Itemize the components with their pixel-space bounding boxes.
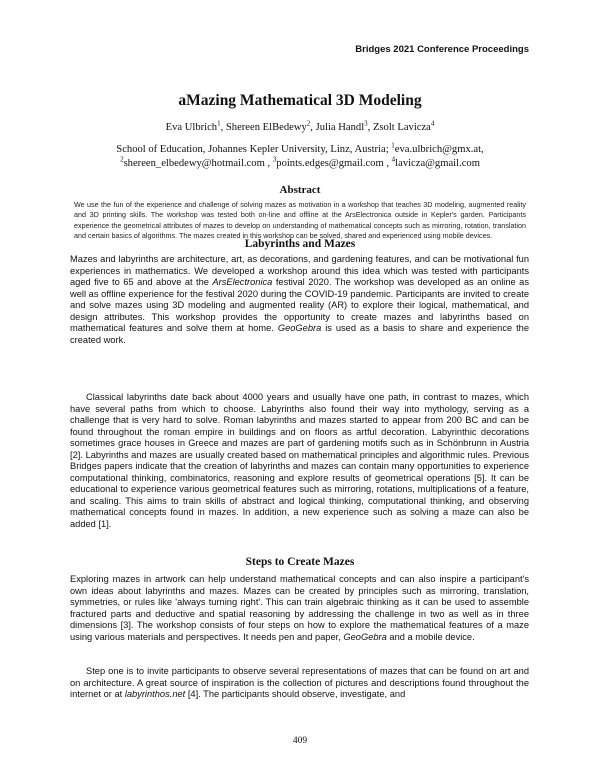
institution: School of Education, Johannes Kepler University, Linz, Austria; <box>116 144 389 155</box>
author-name: Zsolt Lavicza <box>372 122 431 133</box>
text-run: [4]. The participants should observe, investigate, and <box>185 689 406 700</box>
text-run: Classical labyrinths date back about 4000 years and usually have one path, in contrast to mazes, which have several paths from which to choose. Labyrinths also found their way into mythology, serving as a challenge that is very hard to solve. Roman labyrinths and mazes started to appear from 200 BC and can be found throughout the roman empire in buildings and on floors as artful decoration. Labyrinthic decorations sometimes grace houses in Greece and mazes are part of gardening motifs such as in Schönbrunn in Austria [2]. Labyrinths and mazes are usually created based on mathematical principles and algorithmic rules. Previous Bridges papers indicate that the creation of labyrinths and mazes can contain many opportunities to experience computational thinking, combinatorics, reasoning and explore results of geometrical operations [5]. It can be educational to experience various geometrical features such as mirroring, rotations, multiplications of a feature, and scaling. This aims to train skills of abstract and logical thinking, computational thinking, and observing mathematical concepts found in mazes. In addition, a new experience such as solving a maze can also be added [1]. <box>70 392 529 530</box>
section-heading-steps: Steps to Create Mazes <box>245 556 355 568</box>
labyrinths-paragraph-1 <box>70 254 529 346</box>
author-name: Shereen ElBedewy <box>225 122 307 133</box>
text-run: and a mobile device. <box>386 631 475 642</box>
affiliation <box>70 143 530 171</box>
abstract-text: We use the fun of the experience and challenge of solving mazes as motivation in a workshop that teaches 3D modeling, augmented reality and 3D printing skills. The workshop was tested both on-line and offline at the ArsElectronica outside in Kepler's garden. Participants experience the geometrical attributes of mazes to develop on understanding of mathematical concepts such as mirroring, rotation, translation and certain basics of algorithms. The mazes created in this workshop can be solved, shared and experienced using mobile devices. <box>74 200 526 241</box>
author-mark: 3 <box>364 119 368 128</box>
italic-term: GeoGebra <box>277 323 322 334</box>
author-mark: 1 <box>217 119 221 128</box>
section-heading-labyrinths: Labyrinths and Mazes <box>244 238 356 250</box>
text-run: Mazes and labyrinths are architecture, art, as decorations, and gardening features, and can be motivational fun experiences in mathematics. We developed a workshop around this idea which was tested with participants aged five to 65 and above at the <box>70 254 529 288</box>
steps-paragraph-1 <box>70 574 529 643</box>
email-mark: 4 <box>391 155 396 164</box>
text-run: Step one is to invite participants to observe several representations of mazes that can be found on art and on architecture. A great source of inspiration is the collection of pictures and descriptions found throughout the internet or at <box>70 666 529 700</box>
email-mark: 1 <box>391 141 395 150</box>
running-header: Bridges 2021 Conference Proceedings <box>355 44 529 55</box>
text-run: festival 2020. The workshop was developed as an online as well as offline experience for the festival 2020 during the COVID-19 pandemic. Participants are invited to create and solve mazes using 3D modeling and augmented reality (AR) to explore their logical, mathematical, and design attributes. This workshop provides the opportunity to create mazes and labyrinths based on mathematical features and solve them at home. <box>70 277 529 334</box>
email-link[interactable]: eva.ulbrich@gmx.at, <box>394 144 484 155</box>
text-run: is used as a basis to share and experience the created work. <box>70 323 530 345</box>
email-mark: 2 <box>120 155 124 164</box>
labyrinths-paragraph-2 <box>70 392 529 531</box>
author-mark: 4 <box>430 119 435 128</box>
text-run: Exploring mazes in artwork can help understand mathematical concepts and can also inspire a participant's own ideas about labyrinths and mazes. Mazes can be created by principles such as mirroring, translation, symmetries, or rules like 'always turning right'. This can train algebraic thinking as it can be used to assemble fractured parts and deductive and spatial reasoning by addressing the challenge in two as well as in three dimensions [3]. The workshop consists of four steps on how to explore the mathematical features of a maze using various materials and perspectives. It needs pen and paper, <box>70 574 529 642</box>
abstract-heading: Abstract <box>279 184 321 196</box>
link-term[interactable]: labyrinthos.net <box>124 689 186 700</box>
email-link[interactable]: points.edges@gmail.com , <box>276 158 390 169</box>
author-mark: 2 <box>306 119 311 128</box>
email-link[interactable]: shereen_elbedewy@hotmail.com , <box>123 158 271 169</box>
page-number: 409 <box>292 736 308 746</box>
author-list: Eva Ulbrich$^1$, Shereen ElBedewy$^2$, Julia Handl$^3$, Zsolt Lavicza$^4$ <box>165 119 435 133</box>
italic-term: GeoGebra <box>343 631 387 642</box>
steps-paragraph-2 <box>70 666 529 701</box>
italic-term: ArsElectronica <box>212 277 273 288</box>
paper-title: aMazing Mathematical 3D Modeling <box>178 92 422 109</box>
email-link[interactable]: lavicza@gmail.com <box>395 158 480 169</box>
author-name: Julia Handl <box>315 122 365 133</box>
email-mark: 3 <box>272 155 277 164</box>
author-name: Eva Ulbrich <box>165 122 218 133</box>
